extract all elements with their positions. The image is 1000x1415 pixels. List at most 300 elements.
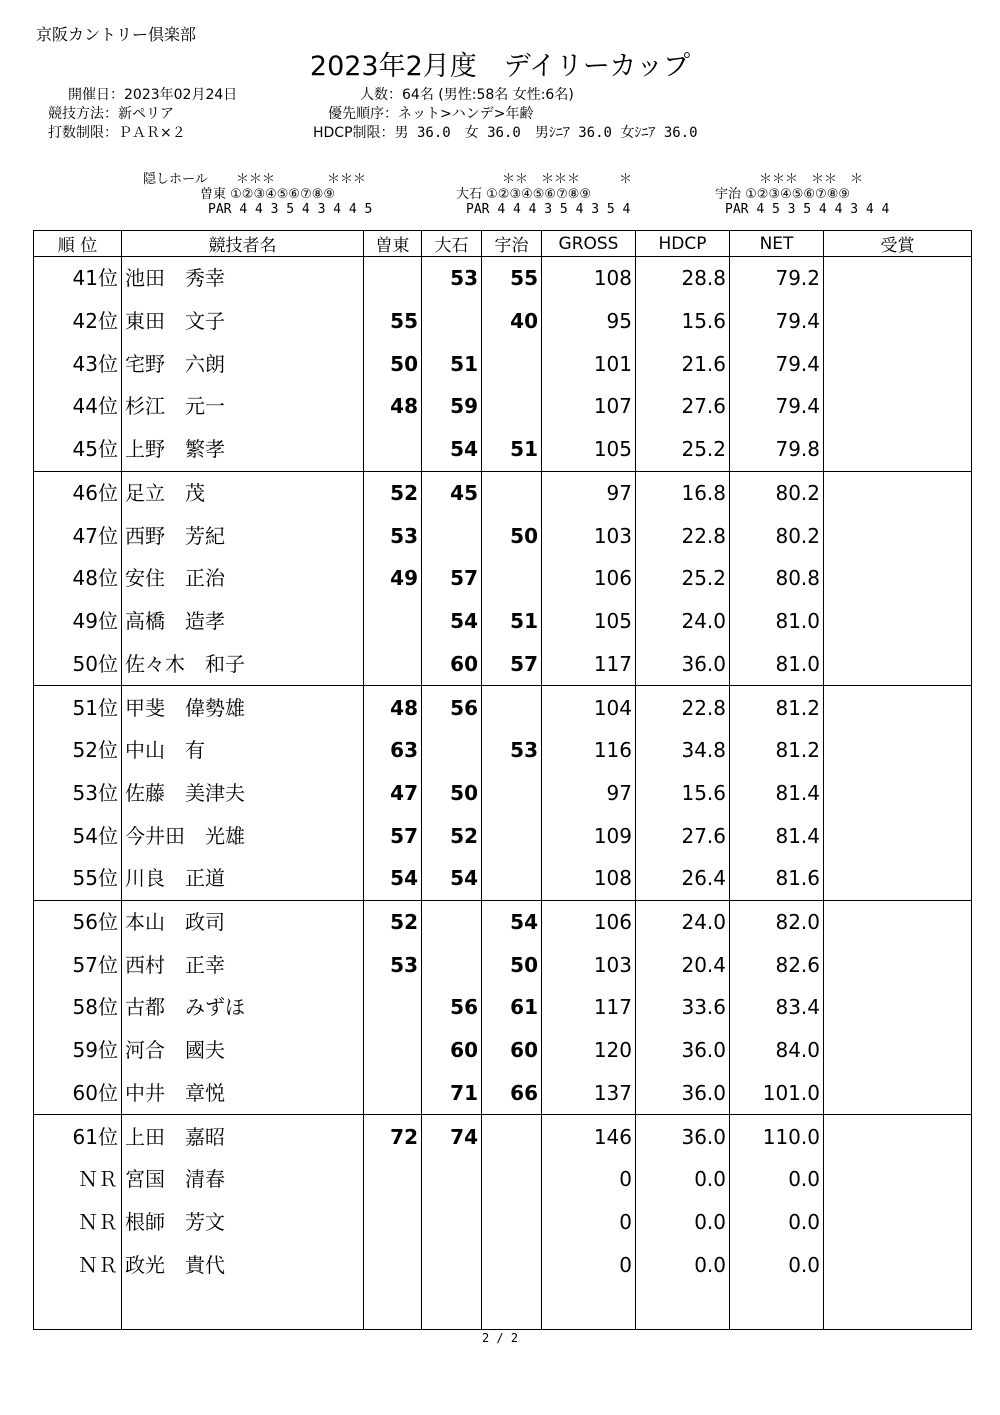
course-1-par: 4 4 3 5 4 3 4 4 5: [239, 202, 373, 217]
net-score: 0.0: [730, 1201, 824, 1244]
rank-cell: ＮＲ: [34, 1201, 122, 1244]
hdcp-value: 36.0: [636, 1029, 730, 1072]
hdcp-value: 0.0: [636, 1201, 730, 1244]
award-cell: [824, 385, 972, 428]
rank-cell: 52位: [34, 729, 122, 772]
net-score: 79.4: [730, 342, 824, 385]
gross-score: 137: [542, 1071, 636, 1114]
table-row: [34, 1201, 972, 1244]
score-course-3: 40: [482, 300, 542, 343]
course-3-stars: ＊＊＊ ＊＊ ＊: [759, 172, 864, 187]
rank-cell: 55位: [34, 857, 122, 900]
player-name: 杉江 元一: [122, 385, 364, 428]
gross-score: 103: [542, 944, 636, 987]
score-course-2: [422, 1158, 482, 1201]
hdcp-value: 22.8: [636, 514, 730, 557]
course-2-par-label: PAR: [466, 202, 490, 217]
hdcp-value: 15.6: [636, 772, 730, 815]
score-course-3: [482, 686, 542, 729]
player-name: 東田 文子: [122, 300, 364, 343]
hdcp-value: 34.8: [636, 729, 730, 772]
award-cell: [824, 1029, 972, 1072]
method-label: 競技方法: [48, 106, 104, 122]
net-score: 81.0: [730, 642, 824, 685]
score-course-3: 60: [482, 1029, 542, 1072]
gross-score: 0: [542, 1243, 636, 1286]
course-block-3: [715, 172, 889, 217]
player-name: 本山 政司: [122, 900, 364, 943]
net-score: 80.2: [730, 471, 824, 514]
award-cell: [824, 557, 972, 600]
course-block-1: [200, 172, 372, 217]
hdcp-value: 26.4: [636, 857, 730, 900]
score-course-1: [364, 600, 422, 643]
hdcp-value: 21.6: [636, 342, 730, 385]
empty-cell: [730, 1286, 824, 1330]
award-cell: [824, 300, 972, 343]
score-course-1: 55: [364, 300, 422, 343]
date-label: 開催日: [68, 87, 110, 103]
gross-score: 104: [542, 686, 636, 729]
priority-row: 優先順序：ネット>ハンデ>年齢: [328, 106, 534, 122]
net-score: 110.0: [730, 1115, 824, 1158]
course-2-par: 4 4 4 3 5 4 3 5 4: [497, 202, 631, 217]
course-block-2: [456, 172, 632, 217]
gross-score: 105: [542, 600, 636, 643]
score-course-2: 56: [422, 686, 482, 729]
score-course-2: [422, 300, 482, 343]
player-name: 安住 正治: [122, 557, 364, 600]
score-course-2: 60: [422, 642, 482, 685]
rank-cell: 54位: [34, 814, 122, 857]
rank-cell: 42位: [34, 300, 122, 343]
rank-cell: 58位: [34, 986, 122, 1029]
score-course-2: 60: [422, 1029, 482, 1072]
hdcp-value: 27.6: [636, 385, 730, 428]
award-cell: [824, 342, 972, 385]
date-value: 2023年02月24日: [124, 87, 238, 103]
score-course-2: [422, 1201, 482, 1244]
score-course-1: 72: [364, 1115, 422, 1158]
gross-score: 95: [542, 300, 636, 343]
table-row: [34, 342, 972, 385]
rank-cell: 49位: [34, 600, 122, 643]
score-course-1: 48: [364, 385, 422, 428]
player-name: 中山 有: [122, 729, 364, 772]
gross-score: 146: [542, 1115, 636, 1158]
net-score: 101.0: [730, 1071, 824, 1114]
score-course-1: 63: [364, 729, 422, 772]
score-course-2: [422, 944, 482, 987]
score-course-2: 71: [422, 1071, 482, 1114]
method-value: 新ペリア: [118, 106, 174, 122]
net-score: 0.0: [730, 1243, 824, 1286]
award-cell: [824, 642, 972, 685]
table-row: [34, 385, 972, 428]
score-course-3: 51: [482, 428, 542, 471]
score-course-1: [364, 1201, 422, 1244]
score-course-3: [482, 1243, 542, 1286]
score-course-1: [364, 257, 422, 300]
score-course-1: 50: [364, 342, 422, 385]
score-course-2: [422, 900, 482, 943]
score-course-2: 59: [422, 385, 482, 428]
net-score: 84.0: [730, 1029, 824, 1072]
table-row: [34, 986, 972, 1029]
player-name: 足立 茂: [122, 471, 364, 514]
course-3-name: 宇治: [715, 187, 742, 202]
gross-score: 0: [542, 1158, 636, 1201]
rank-cell: 50位: [34, 642, 122, 685]
net-score: 79.8: [730, 428, 824, 471]
player-name: 根師 芳文: [122, 1201, 364, 1244]
player-name: 高橋 造孝: [122, 600, 364, 643]
rank-cell: 47位: [34, 514, 122, 557]
score-course-3: 53: [482, 729, 542, 772]
gross-score: 106: [542, 557, 636, 600]
gross-score: 103: [542, 514, 636, 557]
score-course-3: 51: [482, 600, 542, 643]
hdcp-value: 33.6: [636, 986, 730, 1029]
score-course-1: [364, 1243, 422, 1286]
table-row: [34, 257, 972, 300]
hdcp-value: 15.6: [636, 300, 730, 343]
net-score: 80.2: [730, 514, 824, 557]
table-row: [34, 1029, 972, 1072]
score-course-1: [364, 428, 422, 471]
table-row: [34, 471, 972, 514]
table-row: [34, 1115, 972, 1158]
gross-score: 106: [542, 900, 636, 943]
score-course-2: 52: [422, 814, 482, 857]
award-cell: [824, 1158, 972, 1201]
player-name: 上田 嘉昭: [122, 1115, 364, 1158]
score-course-2: 51: [422, 342, 482, 385]
award-cell: [824, 1243, 972, 1286]
player-name: 池田 秀幸: [122, 257, 364, 300]
course-1-holes: ①②③④⑤⑥⑦⑧⑨: [230, 187, 336, 202]
player-name: 中井 章悦: [122, 1071, 364, 1114]
limit-value: ＰＡＲ×２: [118, 125, 186, 141]
score-course-2: 53: [422, 257, 482, 300]
header-course-2: 大石: [422, 231, 482, 257]
score-course-2: 57: [422, 557, 482, 600]
award-cell: [824, 900, 972, 943]
award-cell: [824, 514, 972, 557]
hdcp-value: 22.8: [636, 686, 730, 729]
hidden-hole-label: 隠しホール: [143, 172, 208, 187]
player-name: 甲斐 偉勢雄: [122, 686, 364, 729]
page-title: 2023年2月度 デイリーカップ: [309, 51, 691, 82]
score-course-2: 45: [422, 471, 482, 514]
score-course-1: [364, 1029, 422, 1072]
priority-value: ネット>ハンデ>年齢: [398, 106, 534, 122]
empty-cell: [824, 1286, 972, 1330]
award-cell: [824, 1071, 972, 1114]
rank-cell: 60位: [34, 1071, 122, 1114]
gross-score: 101: [542, 342, 636, 385]
award-cell: [824, 428, 972, 471]
net-score: 80.8: [730, 557, 824, 600]
gross-score: 117: [542, 986, 636, 1029]
score-course-1: 48: [364, 686, 422, 729]
score-course-1: 53: [364, 944, 422, 987]
score-course-2: [422, 1243, 482, 1286]
rank-cell: 57位: [34, 944, 122, 987]
header-course-1: 曽東: [364, 231, 422, 257]
header-rank: 順 位: [34, 231, 122, 257]
net-score: 82.6: [730, 944, 824, 987]
hdcp-value: 36.0: [636, 642, 730, 685]
empty-cell: [542, 1286, 636, 1330]
award-cell: [824, 772, 972, 815]
limit-row: 打数制限：ＰＡＲ×２: [48, 125, 186, 141]
club-name: 京阪カントリー倶楽部: [36, 25, 197, 44]
table-row: [34, 944, 972, 987]
award-cell: [824, 857, 972, 900]
hdcp-limit-row: HDCP制限：男 36.0 女 36.0 男ｼﾆｱ 36.0 女ｼﾆｱ 36.0: [313, 125, 698, 141]
table-row: [34, 1071, 972, 1114]
score-course-2: [422, 729, 482, 772]
hdcp-value: 24.0: [636, 600, 730, 643]
hdcp-value: 27.6: [636, 814, 730, 857]
award-cell: [824, 1201, 972, 1244]
score-course-2: 54: [422, 428, 482, 471]
hdcp-limit-value: 男 36.0 女 36.0 男ｼﾆｱ 36.0 女ｼﾆｱ 36.0: [394, 125, 698, 141]
table-row: [34, 1243, 972, 1286]
net-score: 81.4: [730, 814, 824, 857]
priority-label: 優先順序: [328, 106, 384, 122]
rank-cell: 53位: [34, 772, 122, 815]
score-course-1: [364, 1071, 422, 1114]
score-course-3: [482, 385, 542, 428]
gross-score: 107: [542, 385, 636, 428]
player-name: 佐藤 美津夫: [122, 772, 364, 815]
table-row: [34, 1158, 972, 1201]
score-course-3: [482, 471, 542, 514]
empty-cell: [482, 1286, 542, 1330]
score-course-3: [482, 342, 542, 385]
header-net: NET: [730, 231, 824, 257]
score-course-3: 55: [482, 257, 542, 300]
net-score: 81.6: [730, 857, 824, 900]
results-body: [34, 257, 972, 1330]
header-hdcp: HDCP: [636, 231, 730, 257]
net-score: 79.4: [730, 385, 824, 428]
course-3-par: 4 5 3 5 4 4 3 4 4: [756, 202, 890, 217]
net-score: 79.4: [730, 300, 824, 343]
player-name: 上野 繁孝: [122, 428, 364, 471]
score-course-1: 53: [364, 514, 422, 557]
rank-cell: 51位: [34, 686, 122, 729]
score-course-1: [364, 642, 422, 685]
score-course-2: 74: [422, 1115, 482, 1158]
player-name: 川良 正道: [122, 857, 364, 900]
score-course-3: 66: [482, 1071, 542, 1114]
header-course-3: 宇治: [482, 231, 542, 257]
score-course-3: [482, 1158, 542, 1201]
method-row: 競技方法：新ペリア: [48, 106, 174, 122]
gross-score: 97: [542, 772, 636, 815]
course-1-name: 曽東: [200, 187, 227, 202]
player-name: 古都 みずほ: [122, 986, 364, 1029]
course-1-stars: ＊＊＊ ＊＊＊: [236, 172, 367, 187]
net-score: 79.2: [730, 257, 824, 300]
table-row: [34, 814, 972, 857]
empty-cell: [34, 1286, 122, 1330]
player-name: 西村 正幸: [122, 944, 364, 987]
score-course-2: 54: [422, 857, 482, 900]
award-cell: [824, 944, 972, 987]
rank-cell: 61位: [34, 1115, 122, 1158]
net-score: 82.0: [730, 900, 824, 943]
score-course-3: 57: [482, 642, 542, 685]
award-cell: [824, 1115, 972, 1158]
table-row: [34, 428, 972, 471]
course-2-holes: ①②③④⑤⑥⑦⑧⑨: [486, 187, 592, 202]
rank-cell: 41位: [34, 257, 122, 300]
table-row: [34, 900, 972, 943]
net-score: 81.2: [730, 686, 824, 729]
count-label: 人数: [360, 87, 388, 103]
player-name: 宮国 清春: [122, 1158, 364, 1201]
table-row: [34, 514, 972, 557]
page-number: 2 / 2: [481, 1331, 519, 1345]
gross-score: 117: [542, 642, 636, 685]
rank-cell: 43位: [34, 342, 122, 385]
gross-score: 108: [542, 257, 636, 300]
rank-cell: ＮＲ: [34, 1243, 122, 1286]
score-course-3: [482, 1201, 542, 1244]
limit-label: 打数制限: [48, 125, 104, 141]
course-3-holes: ①②③④⑤⑥⑦⑧⑨: [745, 187, 851, 202]
rank-cell: ＮＲ: [34, 1158, 122, 1201]
score-course-1: 52: [364, 471, 422, 514]
hdcp-value: 28.8: [636, 257, 730, 300]
empty-cell: [636, 1286, 730, 1330]
player-name: 西野 芳紀: [122, 514, 364, 557]
score-course-1: [364, 986, 422, 1029]
header-gross: GROSS: [542, 231, 636, 257]
score-course-3: 50: [482, 514, 542, 557]
empty-cell: [364, 1286, 422, 1330]
gross-score: 109: [542, 814, 636, 857]
rank-cell: 59位: [34, 1029, 122, 1072]
table-row: [34, 300, 972, 343]
hdcp-value: 0.0: [636, 1158, 730, 1201]
table-row: [34, 772, 972, 815]
gross-score: 108: [542, 857, 636, 900]
score-course-1: 52: [364, 900, 422, 943]
score-course-2: 54: [422, 600, 482, 643]
table-row: [34, 642, 972, 685]
hdcp-value: 16.8: [636, 471, 730, 514]
award-cell: [824, 686, 972, 729]
course-1-par-label: PAR: [208, 202, 232, 217]
empty-cell: [122, 1286, 364, 1330]
score-course-1: 57: [364, 814, 422, 857]
table-row: [34, 857, 972, 900]
score-course-2: [422, 514, 482, 557]
empty-cell: [422, 1286, 482, 1330]
info-labels-left: 開催日：2023年02月24日: [68, 87, 238, 103]
table-header-row: [34, 231, 972, 257]
header-name: 競技者名: [122, 231, 364, 257]
net-score: 81.0: [730, 600, 824, 643]
hdcp-limit-label: HDCP制限: [313, 125, 381, 141]
header-award: 受賞: [824, 231, 972, 257]
hdcp-value: 0.0: [636, 1243, 730, 1286]
rank-cell: 45位: [34, 428, 122, 471]
score-course-3: 61: [482, 986, 542, 1029]
count-value: 64名 (男性:58名 女性:6名): [402, 87, 574, 103]
player-name: 今井田 光雄: [122, 814, 364, 857]
player-name: 佐々木 和子: [122, 642, 364, 685]
award-cell: [824, 986, 972, 1029]
score-course-3: 54: [482, 900, 542, 943]
score-course-1: 54: [364, 857, 422, 900]
score-course-3: [482, 1115, 542, 1158]
hdcp-value: 24.0: [636, 900, 730, 943]
score-course-3: 50: [482, 944, 542, 987]
player-name: 河合 國夫: [122, 1029, 364, 1072]
net-score: 81.2: [730, 729, 824, 772]
hdcp-value: 25.2: [636, 557, 730, 600]
award-cell: [824, 257, 972, 300]
award-cell: [824, 471, 972, 514]
course-3-par-label: PAR: [725, 202, 749, 217]
gross-score: 97: [542, 471, 636, 514]
score-course-3: [482, 557, 542, 600]
net-score: 0.0: [730, 1158, 824, 1201]
hdcp-value: 25.2: [636, 428, 730, 471]
score-course-3: [482, 857, 542, 900]
award-cell: [824, 814, 972, 857]
gross-score: 120: [542, 1029, 636, 1072]
rank-cell: 46位: [34, 471, 122, 514]
course-2-stars: ＊＊ ＊＊＊ ＊: [502, 172, 633, 187]
player-name: 政光 貴代: [122, 1243, 364, 1286]
award-cell: [824, 600, 972, 643]
gross-score: 0: [542, 1201, 636, 1244]
score-course-1: [364, 1158, 422, 1201]
net-score: 83.4: [730, 986, 824, 1029]
rank-cell: 48位: [34, 557, 122, 600]
score-course-3: [482, 814, 542, 857]
rank-cell: 44位: [34, 385, 122, 428]
net-score: 81.4: [730, 772, 824, 815]
table-row: [34, 686, 972, 729]
table-row: [34, 600, 972, 643]
score-course-1: 49: [364, 557, 422, 600]
score-course-3: [482, 772, 542, 815]
course-2-name: 大石: [456, 187, 483, 202]
empty-row-space: [34, 1286, 972, 1330]
hdcp-value: 36.0: [636, 1115, 730, 1158]
count-row: 人数：64名 (男性:58名 女性:6名): [360, 87, 574, 103]
results-table: [33, 230, 972, 1330]
score-course-2: 56: [422, 986, 482, 1029]
table-row: [34, 557, 972, 600]
award-cell: [824, 729, 972, 772]
player-name: 宅野 六朗: [122, 342, 364, 385]
rank-cell: 56位: [34, 900, 122, 943]
gross-score: 116: [542, 729, 636, 772]
score-course-2: 50: [422, 772, 482, 815]
hdcp-value: 20.4: [636, 944, 730, 987]
gross-score: 105: [542, 428, 636, 471]
table-row: [34, 729, 972, 772]
